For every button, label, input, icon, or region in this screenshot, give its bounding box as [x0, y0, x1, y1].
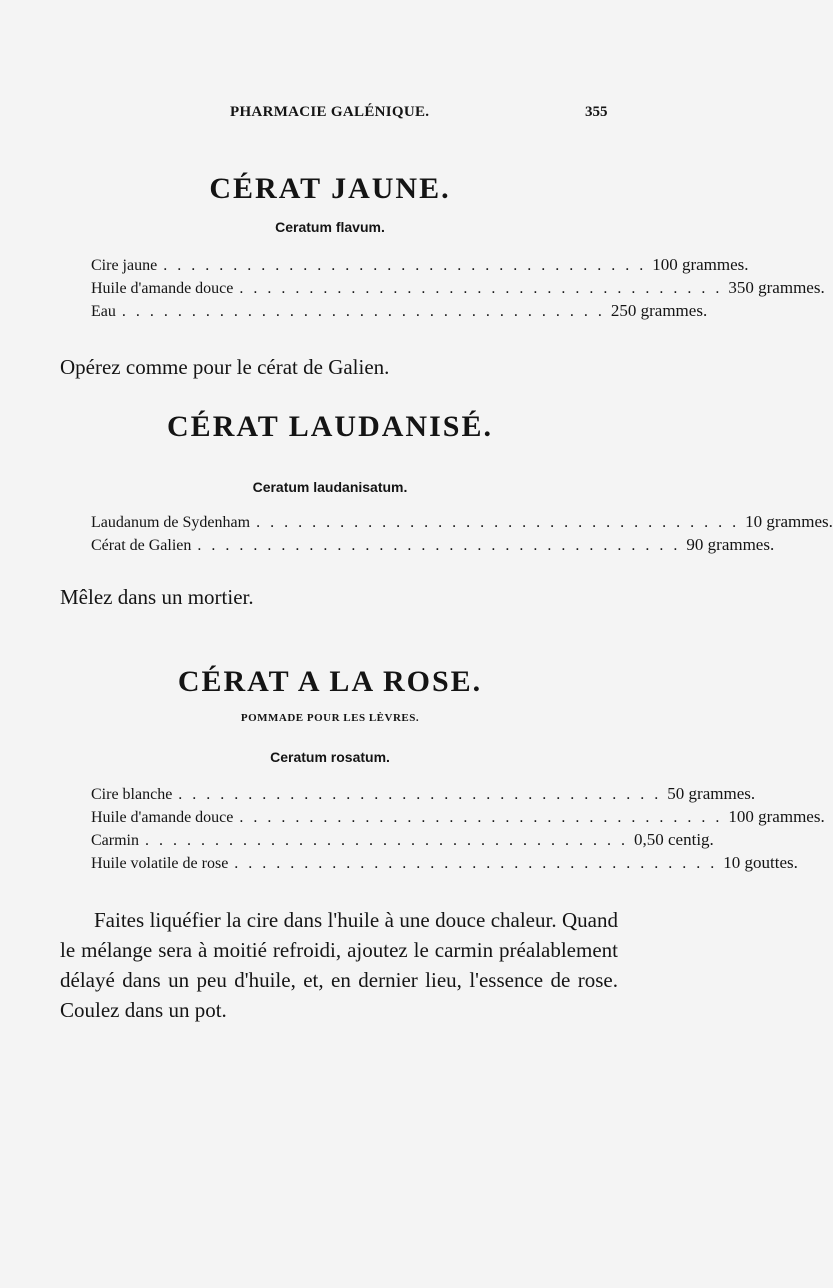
ingredient-name: Laudanum de Sydenham — [91, 514, 251, 531]
recipe-row — [91, 830, 714, 853]
leader-dots: . . . . . . . . . . . . . . . . . . . . . . . . . . . . . . . . . . . — [197, 537, 681, 554]
ingredient-quantity: 100 grammes. — [652, 255, 749, 274]
ingredient-name: Eau — [91, 303, 116, 320]
section-title-cerat-jaune: CÉRAT JAUNE. — [209, 172, 451, 205]
ingredient-name: Cire blanche — [91, 786, 173, 803]
ingredient-quantity: 350 grammes. — [728, 278, 825, 297]
section-subtitle-ceratum-rosatum: Ceratum rosatum. — [270, 749, 390, 765]
recipe-row — [91, 301, 708, 324]
leader-dots: . . . . . . . . . . . . . . . . . . . . . . . . . . . . . . . . . . . — [239, 809, 723, 826]
ingredient-quantity: 0,50 centig. — [634, 830, 714, 849]
leader-dots: . . . . . . . . . . . . . . . . . . . . . . . . . . . . . . . . . . . — [145, 832, 628, 849]
leader-dots: . . . . . . . . . . . . . . . . . . . . . . . . . . . . . . . . . . . — [234, 855, 718, 872]
section-subtitle-ceratum-laudanisatum: Ceratum laudanisatum. — [252, 479, 408, 495]
ingredient-quantity: 250 grammes. — [610, 301, 708, 320]
ingredient-name: Cire jaune — [91, 257, 158, 274]
ingredient-quantity: 10 gouttes. — [723, 853, 798, 872]
ingredient-name: Huile d'amande douce — [91, 280, 234, 297]
leader-dots: . . . . . . . . . . . . . . . . . . . . . . . . . . . . . . . . . . . — [239, 280, 723, 297]
ingredient-quantity: 100 grammes. — [728, 807, 825, 826]
preparation-paragraph: Faites liquéfier la cire dans l'huile à une douce chaleur. Quand le mélange sera à moitié refroidi, ajoutez le carmin préalablement délayé dans un peu d'huile, et, en dernier lieu, l'essence de rose. Coulez dans un pot. — [60, 908, 618, 1022]
recipe-row — [91, 278, 825, 301]
page-number: 355 — [585, 104, 608, 120]
recipe-row — [91, 512, 833, 535]
ingredient-name: Cérat de Galien — [91, 537, 192, 554]
recipe-row — [91, 807, 825, 830]
ingredient-name: Carmin — [91, 832, 139, 849]
ingredient-name: Huile volatile de rose — [91, 855, 229, 872]
recipe-list-cerat-laudanise — [91, 512, 833, 558]
leader-dots: . . . . . . . . . . . . . . . . . . . . . . . . . . . . . . . . . . . — [178, 786, 662, 803]
ingredient-quantity: 10 grammes. — [745, 512, 833, 531]
recipe-row — [91, 784, 756, 807]
section-title-cerat-laudanise: CÉRAT LAUDANISÉ. — [167, 410, 493, 443]
recipe-list-cerat-jaune — [91, 255, 825, 324]
ingredient-quantity: 50 grammes. — [667, 784, 756, 803]
instruction-text: Opérez comme pour le cérat de Galien. — [60, 355, 390, 379]
leader-dots: . . . . . . . . . . . . . . . . . . . . . . . . . . . . . . . . . . . — [256, 514, 740, 531]
recipe-row — [91, 853, 798, 876]
running-head: PHARMACIE GALÉNIQUE. — [230, 104, 430, 120]
recipe-row — [91, 255, 749, 278]
section-small-heading: POMMADE POUR LES LÈVRES. — [240, 712, 420, 724]
instruction-text: Mêlez dans un mortier. — [60, 585, 254, 609]
recipe-row — [91, 535, 775, 558]
recipe-list-cerat-a-la-rose — [91, 784, 825, 876]
leader-dots: . . . . . . . . . . . . . . . . . . . . . . . . . . . . . . . . . . . — [121, 303, 605, 320]
section-subtitle-ceratum-flavum: Ceratum flavum. — [275, 219, 385, 235]
ingredient-name: Huile d'amande douce — [91, 809, 234, 826]
leader-dots: . . . . . . . . . . . . . . . . . . . . . . . . . . . . . . . . . . . — [163, 257, 647, 274]
ingredient-quantity: 90 grammes. — [686, 535, 775, 554]
section-title-cerat-a-la-rose: CÉRAT A LA ROSE. — [177, 665, 483, 698]
